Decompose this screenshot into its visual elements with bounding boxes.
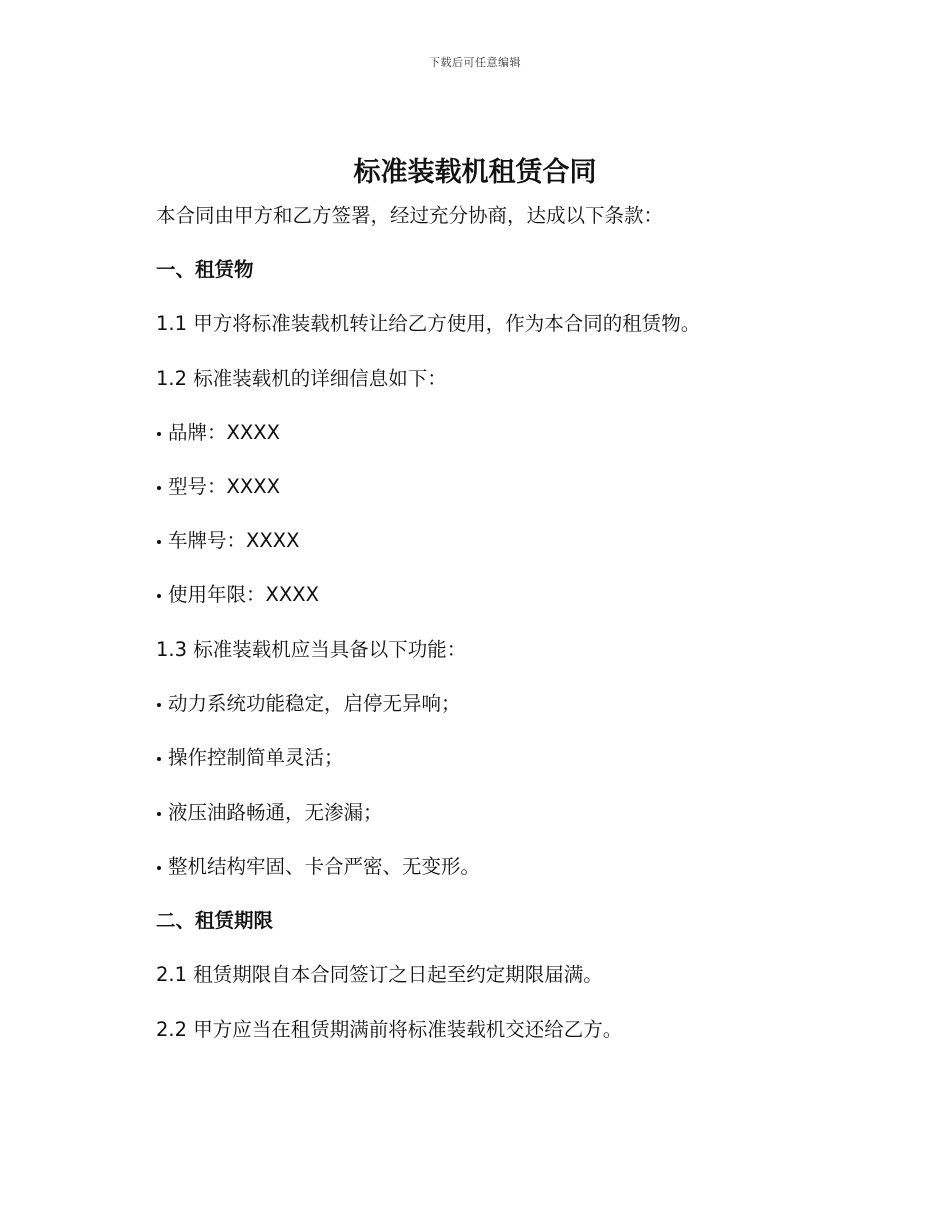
- bullet-text: 型号：XXXX: [168, 475, 280, 498]
- bullet-item-power-system: [156, 688, 461, 716]
- bullet-dot-icon: [157, 757, 161, 761]
- bullet-text: 使用年限：XXXX: [168, 583, 319, 606]
- clause-1-1: 1.1 甲方将标准装载机转让给乙方使用，作为本合同的租赁物。: [156, 312, 701, 335]
- bullet-text: 品牌：XXXX: [168, 421, 280, 444]
- section-2-heading: 二、租赁期限: [156, 909, 274, 932]
- clause-1-2: 1.2 标准装载机的详细信息如下：: [156, 367, 447, 390]
- bullet-item-operation-control: [156, 742, 344, 770]
- bullet-dot-icon: [157, 703, 161, 707]
- bullet-text: 操作控制简单灵活；: [168, 746, 344, 769]
- bullet-item-structure: [156, 851, 480, 879]
- bullet-dot-icon: [157, 594, 161, 598]
- section-1-heading: 一、租赁物: [156, 258, 254, 281]
- clause-1-3: 1.3 标准装载机应当具备以下功能：: [156, 638, 467, 661]
- bullet-dot-icon: [157, 540, 161, 544]
- bullet-item-plate-number: [156, 525, 299, 553]
- bullet-item-hydraulics: [156, 797, 383, 825]
- clause-2-2: 2.2 甲方应当在租赁期满前将标准装载机交还给乙方。: [156, 1018, 623, 1041]
- bullet-item-brand: [156, 417, 280, 445]
- bullet-text: 液压油路畅通，无渗漏；: [168, 801, 383, 824]
- bullet-text: 整机结构牢固、卡合严密、无变形。: [168, 855, 481, 878]
- bullet-dot-icon: [157, 486, 161, 490]
- intro-paragraph: 本合同由甲方和乙方签署，经过充分协商，达成以下条款：: [156, 204, 664, 227]
- bullet-dot-icon: [157, 812, 161, 816]
- bullet-item-service-years: [156, 579, 319, 607]
- header-note: 下载后可任意编辑: [429, 56, 521, 69]
- bullet-text: 车牌号：XXXX: [168, 529, 300, 552]
- bullet-dot-icon: [157, 866, 161, 870]
- document-title: 标准装载机租赁合同: [353, 157, 597, 188]
- bullet-dot-icon: [157, 432, 161, 436]
- bullet-text: 动力系统功能稳定，启停无异响；: [168, 692, 461, 715]
- clause-2-1: 2.1 租赁期限自本合同签订之日起至约定期限届满。: [156, 963, 603, 986]
- bullet-item-model: [156, 471, 280, 499]
